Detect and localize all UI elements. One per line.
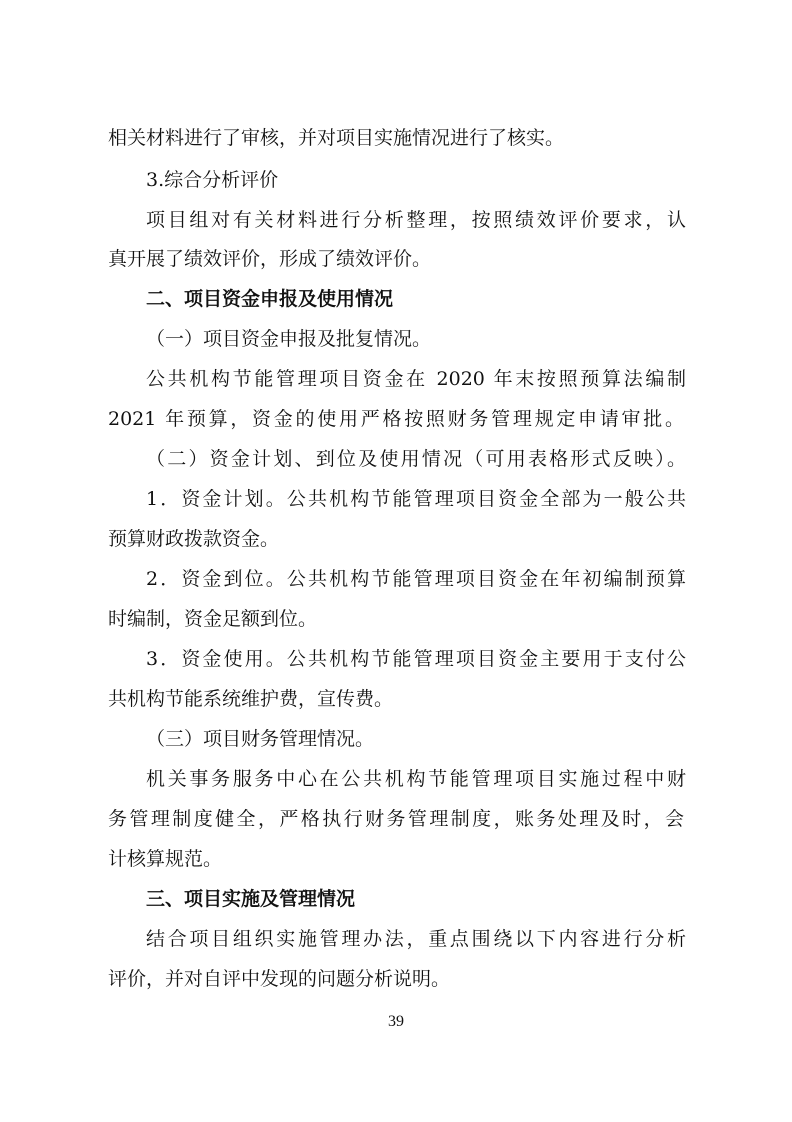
- body-text-line: 评价，并对自评中发现的问题分析说明。: [108, 968, 451, 990]
- body-text-line: 结合项目组织实施管理办法，重点围绕以下内容进行分析: [146, 928, 686, 950]
- section-heading: 三、项目实施及管理情况: [146, 888, 356, 910]
- subsection-heading: （三）项目财务管理情况。: [146, 728, 375, 750]
- body-text-line: 相关材料进行了审核，并对项目实施情况进行了核实。: [108, 127, 565, 149]
- body-text-line: 预算财政拨款资金。: [108, 528, 280, 550]
- page-number: 39: [388, 1013, 404, 1030]
- body-text-line: 公共机构节能管理项目资金在 2020 年末按照预算法编制: [146, 368, 686, 390]
- body-text-line: 真开展了绩效评价，形成了绩效评价。: [108, 248, 432, 270]
- body-text-line: 项目组对有关材料进行分析整理，按照绩效评价要求，认: [146, 209, 686, 231]
- body-text-line: 共机构节能系统维护费，宣传费。: [108, 688, 394, 710]
- subsection-heading: （二）资金计划、到位及使用情况（可用表格形式反映）。: [146, 448, 686, 470]
- subheading-line: 3.综合分析评价: [146, 169, 279, 191]
- body-text-line: 务管理制度健全，严格执行财务管理制度，账务处理及时，会: [108, 808, 684, 830]
- body-text-line: 2．资金到位。公共机构节能管理项目资金在年初编制预算: [146, 568, 686, 590]
- body-text-line: 时编制，资金足额到位。: [108, 608, 318, 630]
- body-text-line: 1．资金计划。公共机构节能管理项目资金全部为一般公共: [146, 488, 686, 510]
- subsection-heading: （一）项目资金申报及批复情况。: [146, 328, 432, 350]
- body-text-line: 机关事务服务中心在公共机构节能管理项目实施过程中财: [146, 768, 686, 790]
- body-text-line: 3．资金使用。公共机构节能管理项目资金主要用于支付公: [146, 648, 686, 670]
- body-text-line: 计核算规范。: [108, 848, 223, 870]
- section-heading: 二、项目资金申报及使用情况: [146, 288, 394, 310]
- body-text-line: 2021 年预算，资金的使用严格按照财务管理规定申请审批。: [108, 408, 684, 430]
